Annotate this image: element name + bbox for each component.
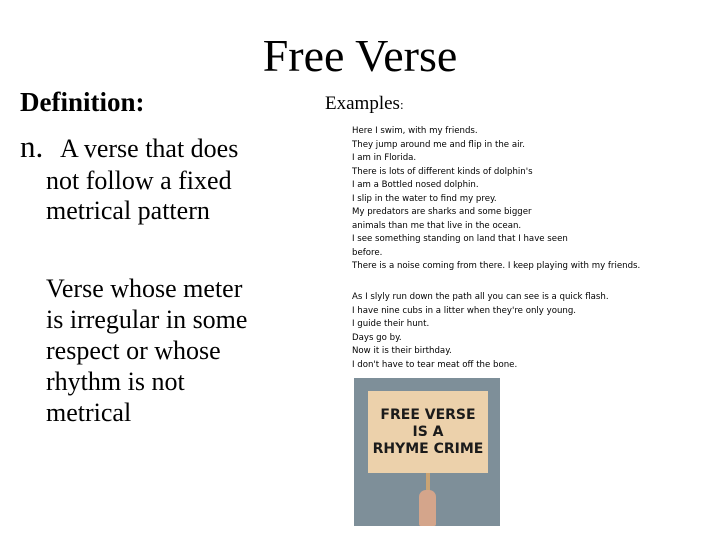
poem-line: They jump around me and flip in the air. [352, 139, 525, 150]
hand-icon [419, 490, 436, 526]
alternate-definition-line: rhythm is not [46, 367, 185, 396]
alternate-definition-line: metrical [46, 398, 132, 427]
alternate-definition-line: respect or whose [46, 336, 221, 365]
sign-line: RHYME CRIME [372, 440, 484, 457]
poem-line: I see something standing on land that I have seen [352, 234, 568, 244]
poem-line: There is lots of different kinds of dolphin's [352, 166, 533, 177]
part-of-speech: n. [20, 129, 44, 164]
poem-line: Now it is their birthday. [352, 346, 452, 356]
examples-heading [325, 93, 404, 116]
poem-cubs [352, 291, 609, 372]
protest-sign [368, 391, 488, 473]
definition-line-2: not follow a fixed [46, 166, 232, 195]
definition-line-1: A verse that does [60, 134, 239, 163]
sign-line: IS A [412, 423, 444, 440]
poem-line: Here I swim, with my friends. [352, 126, 478, 136]
sign-line: FREE VERSE [380, 406, 476, 423]
poem-line: animals than me that live in the ocean. [352, 220, 522, 231]
poem-line: I don't have to tear meat off the bone. [352, 359, 518, 370]
alternate-definition [46, 273, 247, 428]
slide-title: Free Verse [262, 30, 458, 81]
poem-line: There is a noise coming from there. I keep playing with my friends. [352, 261, 641, 271]
alternate-definition-line: Verse whose meter [46, 274, 243, 303]
definition-line-3: metrical pattern [46, 196, 210, 225]
poem-line: I am a Bottled nosed dolphin. [352, 180, 479, 190]
sign-picture [354, 378, 500, 526]
examples-heading-text: Examples [325, 93, 400, 114]
alternate-definition-line: is irregular in some [46, 305, 248, 334]
poem-line: I guide their hunt. [352, 319, 430, 329]
poem-dolphin [352, 125, 640, 274]
poem-line: I slip in the water to find my prey. [352, 193, 497, 204]
poem-line: As I slyly run down the path all you can see is a quick flash. [352, 292, 609, 302]
poem-line: Days go by. [352, 332, 402, 343]
poem-line: I am in Florida. [352, 153, 417, 163]
poem-line: before. [352, 247, 383, 258]
definition-heading: Definition: [20, 87, 145, 117]
poem-line: I have nine cubs in a litter when they're only young. [352, 305, 577, 316]
examples-heading-colon: : [399, 97, 404, 112]
poem-line: My predators are sharks and some bigger [352, 207, 532, 217]
